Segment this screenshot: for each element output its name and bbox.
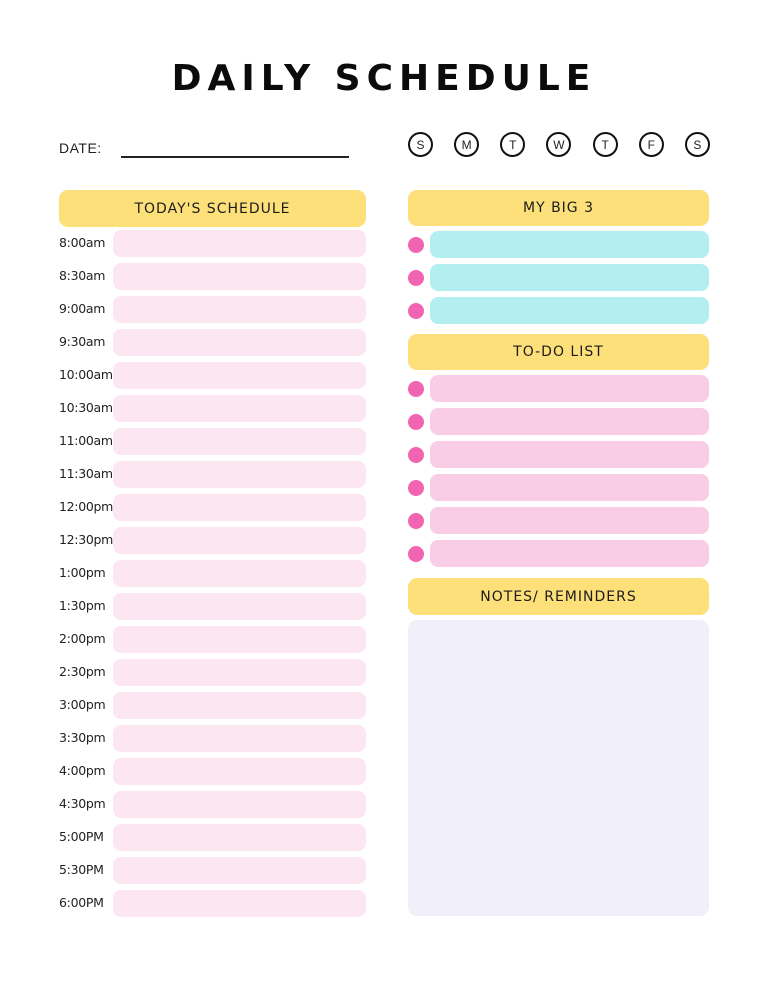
- big3-field[interactable]: [430, 264, 709, 291]
- schedule-slot[interactable]: [113, 791, 366, 818]
- schedule-row: [59, 296, 366, 323]
- schedule-slot[interactable]: [113, 626, 366, 653]
- time-label: 2:00pm: [59, 631, 106, 646]
- weekday-sunday[interactable]: S: [408, 132, 433, 157]
- schedule-row: [59, 329, 366, 356]
- schedule-slot[interactable]: [113, 362, 366, 389]
- bullet-icon: [408, 480, 424, 496]
- bullet-icon: [408, 270, 424, 286]
- time-label: 3:00pm: [59, 697, 106, 712]
- time-label: 4:00pm: [59, 763, 106, 778]
- todo-field[interactable]: [430, 507, 709, 534]
- time-label: 12:30pm: [59, 532, 114, 547]
- bullet-icon: [408, 546, 424, 562]
- time-label: 8:00am: [59, 235, 106, 250]
- todo-field[interactable]: [430, 441, 709, 468]
- time-label: 1:30pm: [59, 598, 106, 613]
- todo-field[interactable]: [430, 375, 709, 402]
- schedule-row: [59, 494, 366, 521]
- schedule-slot[interactable]: [113, 890, 366, 917]
- notes-area[interactable]: [408, 620, 709, 916]
- weekday-thursday[interactable]: T: [593, 132, 618, 157]
- time-label: 5:00PM: [59, 829, 104, 844]
- time-label: 10:30am: [59, 400, 113, 415]
- schedule-row: [59, 230, 366, 257]
- schedule-slot[interactable]: [113, 494, 366, 521]
- schedule-header: TODAY'S SCHEDULE: [59, 190, 366, 227]
- bullet-icon: [408, 414, 424, 430]
- time-label: 8:30am: [59, 268, 106, 283]
- schedule-slot[interactable]: [113, 857, 366, 884]
- time-label: 3:30pm: [59, 730, 106, 745]
- todo-field[interactable]: [430, 540, 709, 567]
- date-label: DATE:: [59, 140, 102, 156]
- todo-item: [408, 375, 710, 402]
- date-field[interactable]: [121, 156, 349, 158]
- schedule-slot[interactable]: [113, 296, 366, 323]
- schedule-slot[interactable]: [113, 593, 366, 620]
- big3-header: MY BIG 3: [408, 190, 709, 226]
- schedule-slot[interactable]: [113, 824, 366, 851]
- time-label: 4:30pm: [59, 796, 106, 811]
- big3-item: [408, 297, 710, 324]
- schedule-row: [59, 692, 366, 719]
- big3-item: [408, 264, 710, 291]
- weekday-saturday[interactable]: S: [685, 132, 710, 157]
- time-label: 12:00pm: [59, 499, 114, 514]
- weekday-selector: [408, 132, 710, 158]
- time-label: 10:00am: [59, 367, 113, 382]
- todo-item: [408, 474, 710, 501]
- bullet-icon: [408, 513, 424, 529]
- time-label: 11:30am: [59, 466, 113, 481]
- schedule-row: [59, 461, 366, 488]
- time-label: 5:30PM: [59, 862, 104, 877]
- schedule-row: [59, 395, 366, 422]
- schedule-row: [59, 593, 366, 620]
- bullet-icon: [408, 447, 424, 463]
- schedule-row: [59, 824, 366, 851]
- schedule-row: [59, 626, 366, 653]
- todo-header: TO-DO LIST: [408, 334, 709, 370]
- schedule-slot[interactable]: [113, 758, 366, 785]
- schedule-slot[interactable]: [113, 395, 366, 422]
- schedule-row: [59, 527, 366, 554]
- schedule-row: [59, 725, 366, 752]
- page-title: DAILY SCHEDULE: [171, 58, 597, 99]
- weekday-wednesday[interactable]: W: [546, 132, 571, 157]
- todo-item: [408, 441, 710, 468]
- schedule-slot[interactable]: [113, 560, 366, 587]
- schedule-row: [59, 659, 366, 686]
- time-label: 9:30am: [59, 334, 106, 349]
- bullet-icon: [408, 237, 424, 253]
- weekday-tuesday[interactable]: T: [500, 132, 525, 157]
- time-label: 11:00am: [59, 433, 113, 448]
- time-label: 6:00PM: [59, 895, 104, 910]
- weekday-monday[interactable]: M: [454, 132, 479, 157]
- schedule-slot[interactable]: [113, 692, 366, 719]
- weekday-friday[interactable]: F: [639, 132, 664, 157]
- time-label: 9:00am: [59, 301, 106, 316]
- schedule-slot[interactable]: [113, 461, 366, 488]
- schedule-row: [59, 857, 366, 884]
- schedule-slot[interactable]: [113, 659, 366, 686]
- bullet-icon: [408, 303, 424, 319]
- big3-field[interactable]: [430, 231, 709, 258]
- big3-item: [408, 231, 710, 258]
- schedule-slot[interactable]: [113, 329, 366, 356]
- schedule-row: [59, 890, 366, 917]
- bullet-icon: [408, 381, 424, 397]
- schedule-slot[interactable]: [113, 263, 366, 290]
- schedule-row: [59, 263, 366, 290]
- todo-item: [408, 408, 710, 435]
- schedule-slot[interactable]: [113, 725, 366, 752]
- schedule-slot[interactable]: [113, 230, 366, 257]
- schedule-row: [59, 362, 366, 389]
- todo-item: [408, 507, 710, 534]
- schedule-row: [59, 758, 366, 785]
- todo-item: [408, 540, 710, 567]
- big3-field[interactable]: [430, 297, 709, 324]
- time-label: 2:30pm: [59, 664, 106, 679]
- schedule-row: [59, 428, 366, 455]
- schedule-row: [59, 791, 366, 818]
- notes-header: NOTES/ REMINDERS: [408, 578, 709, 615]
- time-label: 1:00pm: [59, 565, 106, 580]
- schedule-slot[interactable]: [113, 527, 366, 554]
- schedule-row: [59, 560, 366, 587]
- todo-field[interactable]: [430, 474, 709, 501]
- schedule-slot[interactable]: [113, 428, 366, 455]
- todo-field[interactable]: [430, 408, 709, 435]
